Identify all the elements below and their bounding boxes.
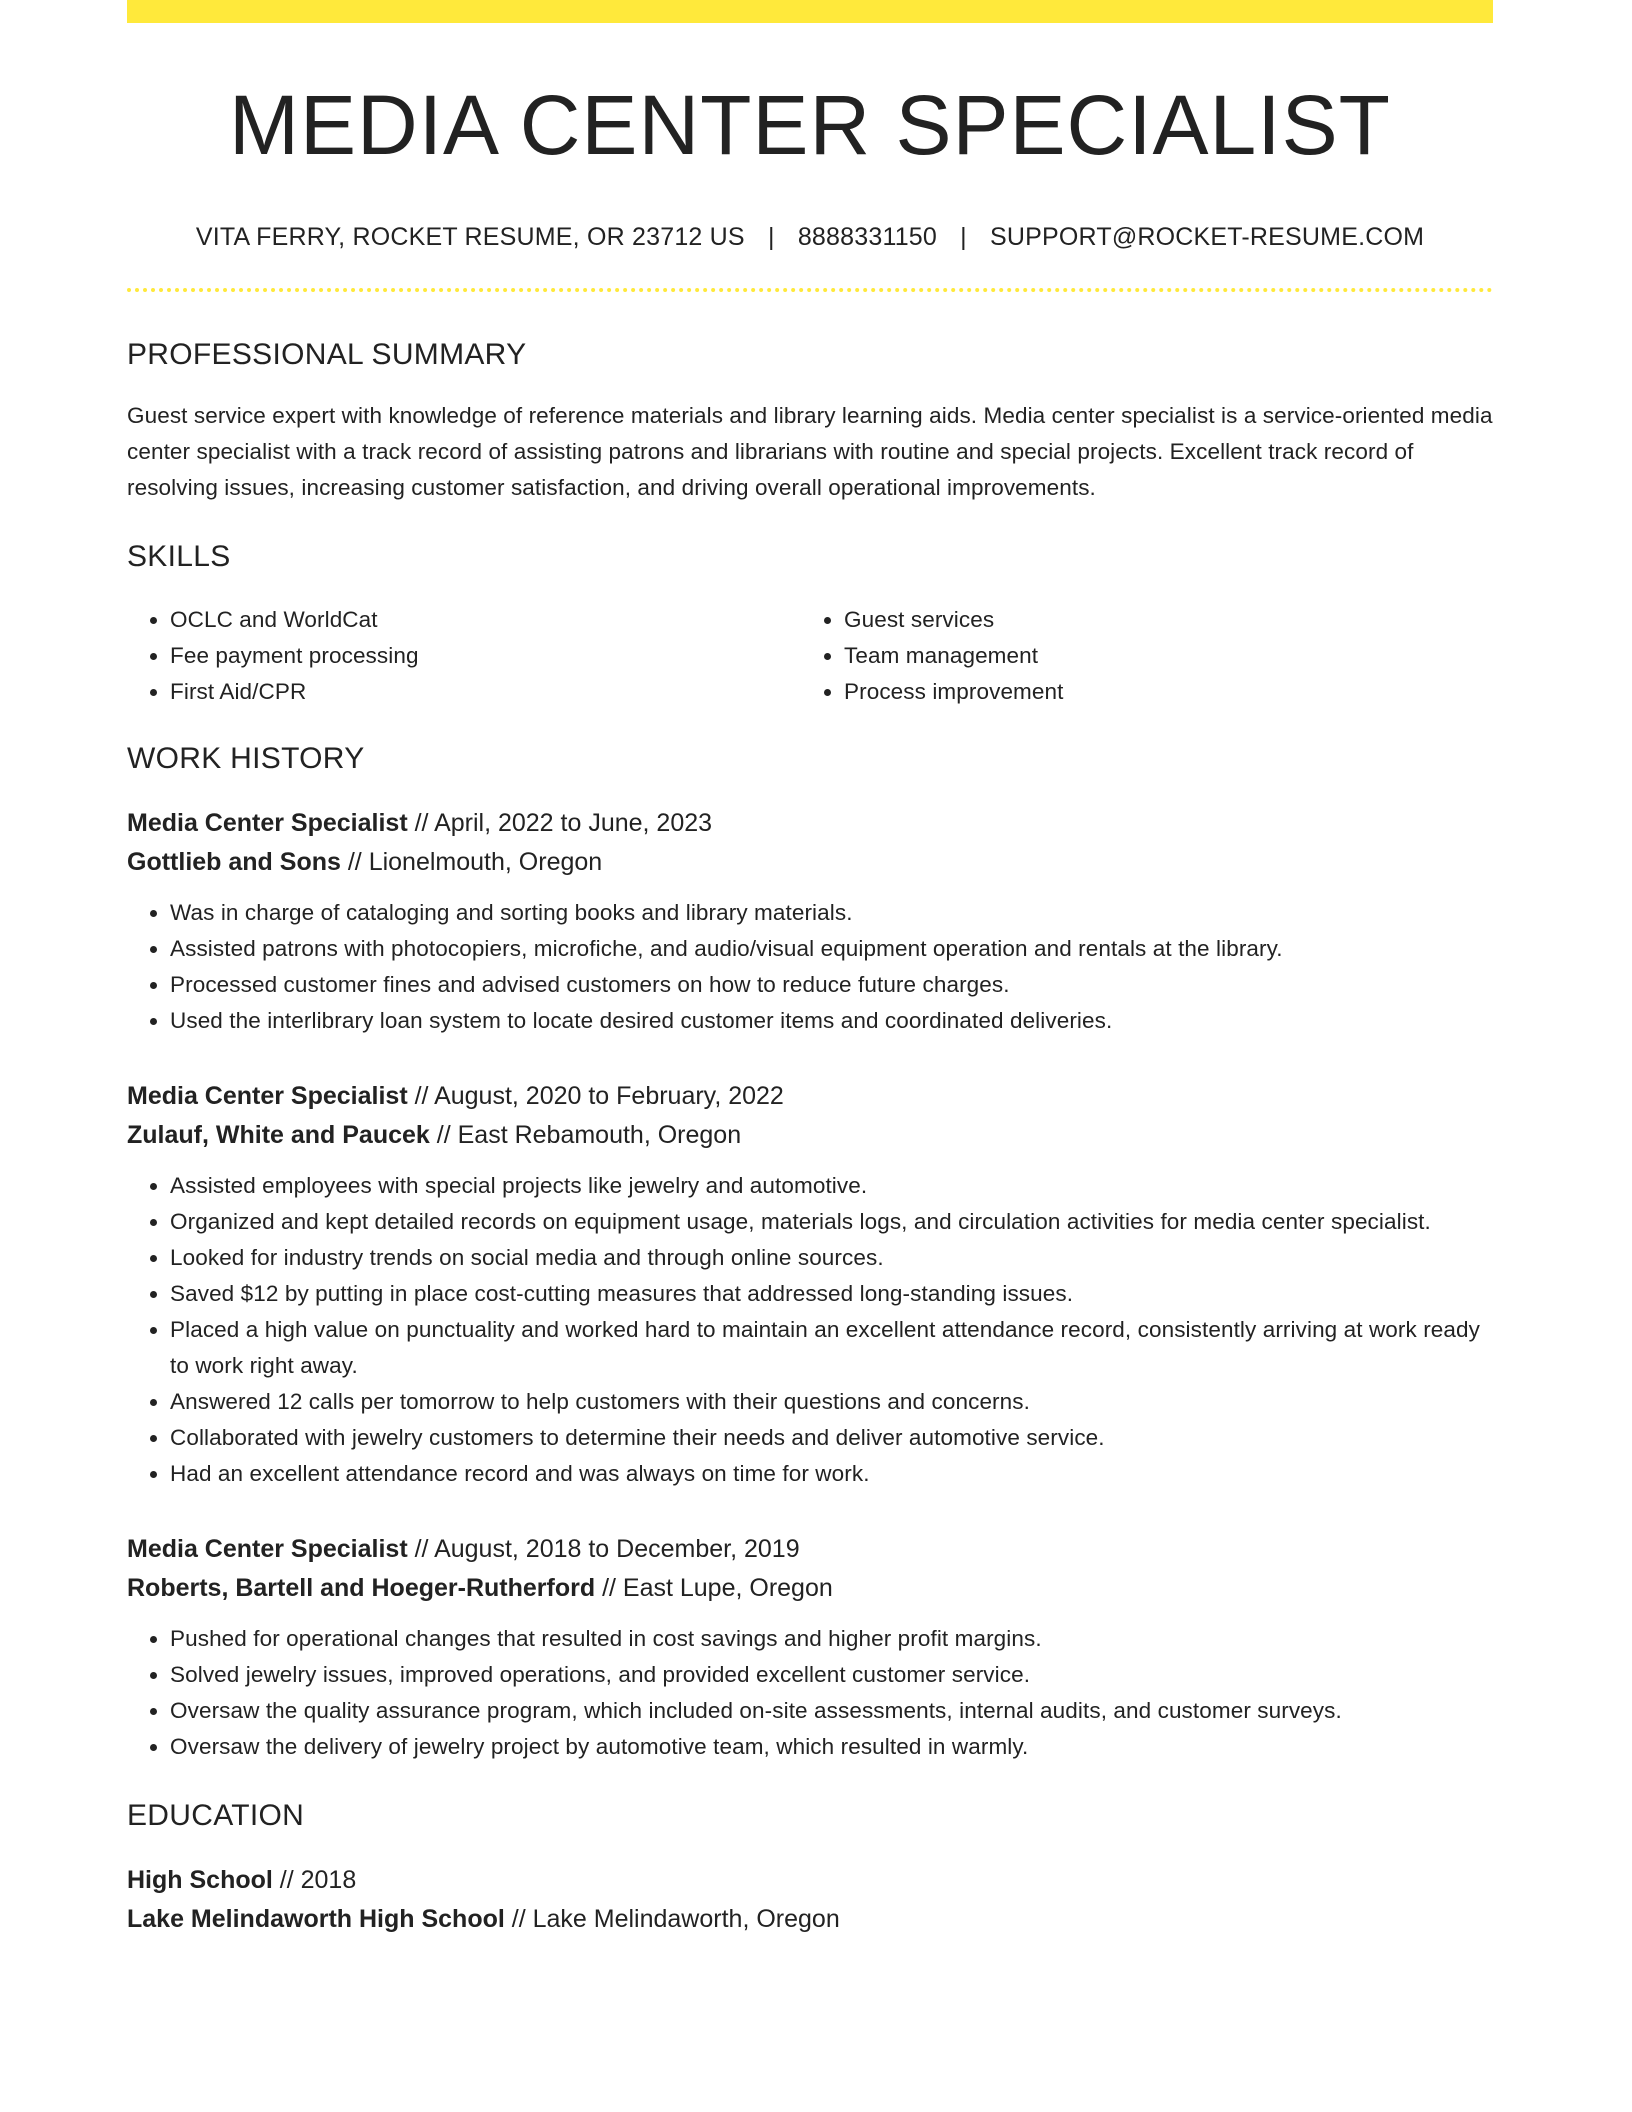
skill-item: • Process improvement [844,674,1475,710]
job-bullet: • Saved $12 by putting in place cost-cutting measures that addressed long-standing issues. [170,1276,1493,1312]
job-dates: // August, 2018 to December, 2019 [414,1535,800,1564]
summary-text: Guest service expert with knowledge of reference materials and library learning aids. Media center specialist is a service-oriented media center specialist with a track record of assisting patrons and librarians with routine and special projects. Excellent track record of resolving issues, increasing customer satisfaction, and driving overall operational improvements. [127,403,1493,501]
job-company: Zulauf, White and Paucek [127,1121,430,1150]
skills-list-right [801,602,1475,710]
job-bullet: • Placed a high value on punctuality and worked hard to maintain an excellent attendance record, consistently arriving at work ready to work right away. [170,1312,1493,1384]
skills-grid [127,602,1493,710]
job-title: Media Center Specialist [127,1082,408,1111]
contact-address: VITA FERRY, ROCKET RESUME, OR 23712 US [195,223,745,252]
skill-item: • First Aid/CPR [170,674,801,710]
job-company: Roberts, Bartell and Hoeger-Rutherford [127,1574,596,1603]
education-entry [127,1861,1493,1939]
education-location: // Lake Melindaworth, Oregon [511,1905,840,1934]
skills-list-left [127,602,801,710]
job-bullet: • Oversaw the quality assurance program, which included on-site assessments, internal audits, and customer surveys. [170,1693,1493,1729]
job-bullet: • Looked for industry trends on social media and through online sources. [170,1240,1493,1276]
education-degree: High School [127,1866,273,1895]
education-year: // 2018 [279,1866,357,1895]
job-bullet: • Assisted patrons with photocopiers, microfiche, and audio/visual equipment operation and rentals at the library. [170,931,1493,967]
job-location: // East Rebamouth, Oregon [436,1121,742,1150]
job-dates: // August, 2020 to February, 2022 [414,1082,784,1111]
job-company-line [127,1569,1493,1608]
education-school-line [127,1900,1493,1939]
contact-separator: | [767,223,775,252]
resume-title: MEDIA CENTER SPECIALIST [229,78,1391,172]
job-company: Gottlieb and Sons [127,848,341,877]
job-bullet: • Solved jewelry issues, improved operations, and provided excellent customer service. [170,1657,1493,1693]
job-bullet: • Assisted employees with special projects like jewelry and automotive. [170,1168,1493,1204]
job-location: // Lionelmouth, Oregon [347,848,603,877]
education-school: Lake Melindaworth High School [127,1905,505,1934]
contact-separator: | [960,223,967,252]
dotted-divider [127,288,1493,292]
summary-heading: PROFESSIONAL SUMMARY [127,338,527,372]
job-bullet: • Answered 12 calls per tomorrow to help customers with their questions and concerns. [170,1384,1493,1420]
contact-line [127,225,1493,250]
job-bullet: • Organized and kept detailed records on equipment usage, materials logs, and circulation activities for media center specialist. [170,1204,1493,1240]
job-bullet: • Oversaw the delivery of jewelry project by automotive team, which resulted in warmly. [170,1729,1493,1765]
skills-column-right [801,602,1475,710]
job-entry [127,804,1493,1039]
job-title: Media Center Specialist [127,1535,408,1564]
skills-column-left [127,602,801,710]
job-bullets [127,895,1493,1039]
education-degree-line [127,1861,1493,1900]
skill-item: • OCLC and WorldCat [170,602,801,638]
job-title-line [127,1077,1493,1116]
job-title-line [127,1530,1493,1569]
job-bullet: • Was in charge of cataloging and sorting books and library materials. [170,895,1493,931]
education-heading: EDUCATION [127,1799,305,1833]
job-title-line [127,804,1493,843]
job-bullet: • Used the interlibrary loan system to locate desired customer items and coordinated deliveries. [170,1003,1493,1039]
job-entry [127,1077,1493,1492]
contact-email: SUPPORT@ROCKET-RESUME.COM [990,223,1425,252]
skill-item: • Fee payment processing [170,638,801,674]
job-bullet: • Pushed for operational changes that resulted in cost savings and higher profit margins. [170,1621,1493,1657]
job-company-line [127,843,1493,882]
contact-phone: 8888331150 [797,223,938,252]
skill-item: • Guest services [844,602,1475,638]
job-bullet: • Collaborated with jewelry customers to determine their needs and deliver automotive service. [170,1420,1493,1456]
work-history-heading: WORK HISTORY [127,742,365,776]
accent-top-bar [127,0,1493,23]
job-title: Media Center Specialist [127,809,408,838]
job-location: // East Lupe, Oregon [602,1574,833,1603]
skill-item: • Team management [844,638,1475,674]
job-bullets [127,1621,1493,1765]
job-dates: // April, 2022 to June, 2023 [414,809,713,838]
resume-page [127,0,1493,1939]
job-bullet: • Processed customer fines and advised customers on how to reduce future charges. [170,967,1493,1003]
job-bullet: • Had an excellent attendance record and was always on time for work. [170,1456,1493,1492]
job-entry [127,1530,1493,1765]
skills-heading: SKILLS [127,540,231,574]
job-company-line [127,1116,1493,1155]
job-bullets [127,1168,1493,1492]
